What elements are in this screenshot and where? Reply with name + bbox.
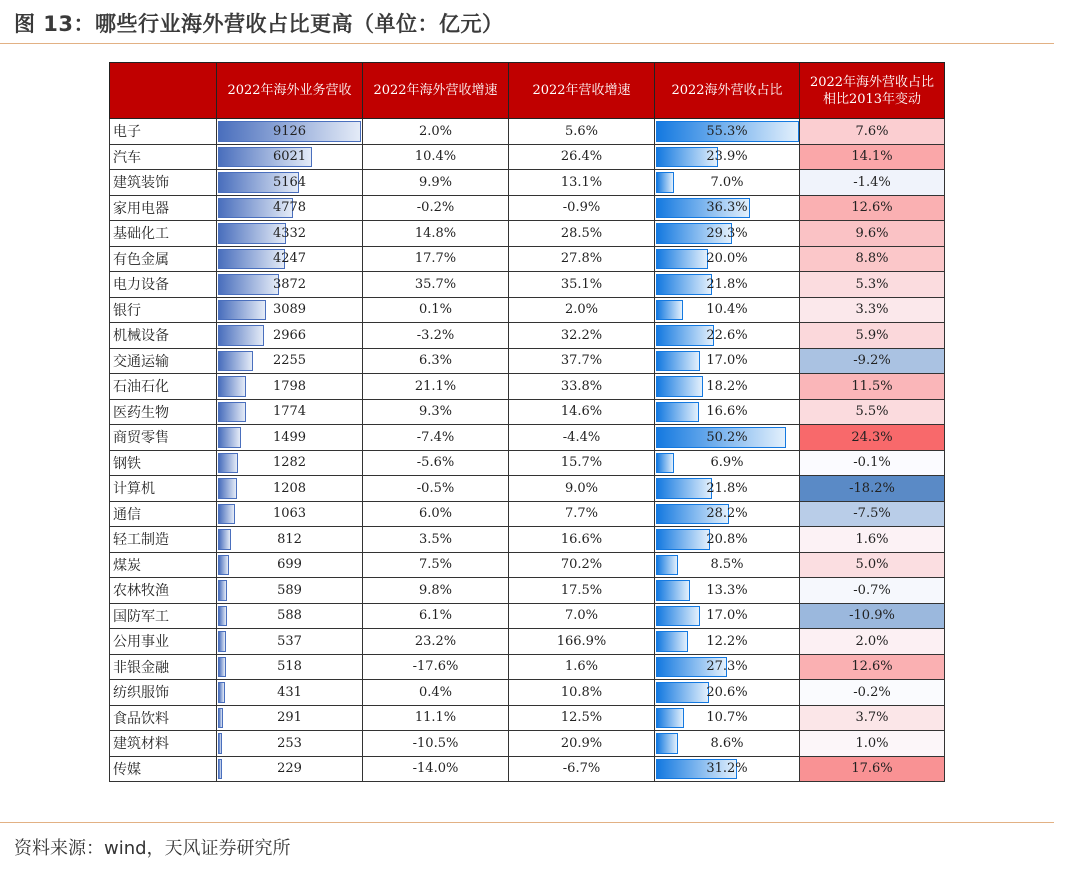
overseas-revenue-cell bbox=[217, 374, 363, 400]
share-change-value: 1.0% bbox=[800, 731, 945, 757]
overseas-share-value: 10.7% bbox=[706, 710, 748, 726]
overseas-share-value: 29.3% bbox=[706, 225, 748, 241]
overseas-revenue-bar bbox=[218, 453, 238, 474]
industry-name: 交通运输 bbox=[110, 348, 217, 374]
revenue-growth-value: 15.7% bbox=[509, 450, 655, 476]
revenue-growth-value: 14.6% bbox=[509, 399, 655, 425]
revenue-growth-value: 26.4% bbox=[509, 144, 655, 170]
table-row bbox=[110, 272, 945, 298]
overseas-growth-value: -0.2% bbox=[363, 195, 509, 221]
table-row bbox=[110, 476, 945, 502]
overseas-growth-value: 7.5% bbox=[363, 552, 509, 578]
overseas-revenue-value: 9126 bbox=[272, 123, 307, 139]
overseas-growth-value: 9.3% bbox=[363, 399, 509, 425]
table-row bbox=[110, 399, 945, 425]
table-row bbox=[110, 170, 945, 196]
overseas-revenue-cell bbox=[217, 705, 363, 731]
overseas-share-cell bbox=[655, 170, 800, 196]
revenue-growth-value: 166.9% bbox=[509, 629, 655, 655]
share-change-value: 9.6% bbox=[800, 221, 945, 247]
table-row bbox=[110, 119, 945, 145]
overseas-revenue-cell bbox=[217, 221, 363, 247]
industry-name: 商贸零售 bbox=[110, 425, 217, 451]
overseas-share-value: 50.2% bbox=[706, 429, 748, 445]
industry-name: 国防军工 bbox=[110, 603, 217, 629]
overseas-revenue-bar bbox=[218, 478, 237, 499]
industry-name: 基础化工 bbox=[110, 221, 217, 247]
share-change-value: 7.6% bbox=[800, 119, 945, 145]
industry-name: 通信 bbox=[110, 501, 217, 527]
industry-name: 有色金属 bbox=[110, 246, 217, 272]
overseas-share-value: 28.2% bbox=[706, 506, 748, 522]
overseas-revenue-cell bbox=[217, 527, 363, 553]
overseas-share-cell bbox=[655, 756, 800, 782]
overseas-revenue-bar bbox=[218, 657, 226, 678]
overseas-share-bar bbox=[656, 733, 678, 754]
overseas-growth-value: -0.5% bbox=[363, 476, 509, 502]
overseas-share-value: 10.4% bbox=[706, 302, 748, 318]
overseas-growth-value: 21.1% bbox=[363, 374, 509, 400]
revenue-growth-value: 2.0% bbox=[509, 297, 655, 323]
industry-name: 电力设备 bbox=[110, 272, 217, 298]
overseas-revenue-bar bbox=[218, 733, 222, 754]
industry-name: 非银金融 bbox=[110, 654, 217, 680]
overseas-revenue-cell bbox=[217, 119, 363, 145]
share-change-value: -18.2% bbox=[800, 476, 945, 502]
overseas-share-bar bbox=[656, 172, 674, 193]
overseas-revenue-value: 253 bbox=[277, 735, 302, 751]
share-change-value: 5.5% bbox=[800, 399, 945, 425]
overseas-share-bar bbox=[656, 631, 688, 652]
industry-name: 电子 bbox=[110, 119, 217, 145]
overseas-revenue-bar bbox=[218, 631, 226, 652]
overseas-revenue-value: 1208 bbox=[272, 480, 307, 496]
overseas-revenue-value: 518 bbox=[277, 659, 302, 675]
revenue-growth-value: 12.5% bbox=[509, 705, 655, 731]
overseas-growth-value: 6.0% bbox=[363, 501, 509, 527]
overseas-growth-value: 0.4% bbox=[363, 680, 509, 706]
overseas-revenue-bar bbox=[218, 402, 246, 423]
overseas-revenue-value: 812 bbox=[277, 531, 302, 547]
overseas-revenue-bar bbox=[218, 580, 227, 601]
overseas-share-cell bbox=[655, 476, 800, 502]
overseas-revenue-cell bbox=[217, 399, 363, 425]
overseas-share-value: 21.8% bbox=[706, 480, 748, 496]
industry-name: 食品饮料 bbox=[110, 705, 217, 731]
header-overseas-growth: 2022年海外营收增速 bbox=[363, 63, 509, 119]
overseas-revenue-cell bbox=[217, 680, 363, 706]
overseas-share-bar bbox=[656, 376, 703, 397]
overseas-revenue-bar bbox=[218, 427, 241, 448]
overseas-share-cell bbox=[655, 450, 800, 476]
overseas-revenue-value: 4778 bbox=[272, 200, 307, 216]
overseas-revenue-value: 588 bbox=[277, 608, 302, 624]
overseas-revenue-cell bbox=[217, 297, 363, 323]
share-change-value: -10.9% bbox=[800, 603, 945, 629]
industry-name: 纺织服饰 bbox=[110, 680, 217, 706]
overseas-share-cell bbox=[655, 221, 800, 247]
overseas-share-cell bbox=[655, 399, 800, 425]
overseas-revenue-cell bbox=[217, 756, 363, 782]
overseas-share-cell bbox=[655, 629, 800, 655]
overseas-revenue-value: 699 bbox=[277, 557, 302, 573]
share-change-value: 17.6% bbox=[800, 756, 945, 782]
overseas-revenue-value: 4247 bbox=[272, 251, 307, 267]
overseas-share-value: 16.6% bbox=[706, 404, 748, 420]
overseas-revenue-cell bbox=[217, 654, 363, 680]
share-change-value: 5.0% bbox=[800, 552, 945, 578]
industry-name: 汽车 bbox=[110, 144, 217, 170]
overseas-revenue-bar bbox=[218, 759, 222, 780]
header-share-change: 2022年海外营收占比相比2013年变动 bbox=[800, 63, 945, 119]
overseas-share-cell bbox=[655, 731, 800, 757]
overseas-share-cell bbox=[655, 297, 800, 323]
overseas-revenue-value: 1063 bbox=[272, 506, 307, 522]
overseas-share-cell bbox=[655, 527, 800, 553]
overseas-growth-value: -17.6% bbox=[363, 654, 509, 680]
revenue-growth-value: 28.5% bbox=[509, 221, 655, 247]
table-row bbox=[110, 756, 945, 782]
industry-name: 公用事业 bbox=[110, 629, 217, 655]
header-revenue-growth: 2022年营收增速 bbox=[509, 63, 655, 119]
overseas-share-bar bbox=[656, 478, 712, 499]
overseas-share-value: 20.8% bbox=[706, 531, 748, 547]
overseas-share-value: 17.0% bbox=[706, 353, 748, 369]
overseas-growth-value: -3.2% bbox=[363, 323, 509, 349]
revenue-growth-value: 5.6% bbox=[509, 119, 655, 145]
overseas-revenue-value: 4332 bbox=[272, 225, 307, 241]
table-row bbox=[110, 578, 945, 604]
share-change-value: 5.3% bbox=[800, 272, 945, 298]
table-row bbox=[110, 425, 945, 451]
overseas-share-cell bbox=[655, 348, 800, 374]
overseas-share-value: 8.5% bbox=[710, 557, 744, 573]
overseas-revenue-cell bbox=[217, 603, 363, 629]
table-row bbox=[110, 348, 945, 374]
overseas-share-value: 6.9% bbox=[710, 455, 744, 471]
overseas-share-cell bbox=[655, 272, 800, 298]
overseas-revenue-bar bbox=[218, 606, 227, 627]
industry-name: 传媒 bbox=[110, 756, 217, 782]
revenue-growth-value: -0.9% bbox=[509, 195, 655, 221]
overseas-share-cell bbox=[655, 501, 800, 527]
industry-name: 家用电器 bbox=[110, 195, 217, 221]
industry-name: 计算机 bbox=[110, 476, 217, 502]
share-change-value: -0.2% bbox=[800, 680, 945, 706]
revenue-growth-value: 35.1% bbox=[509, 272, 655, 298]
industry-name: 轻工制造 bbox=[110, 527, 217, 553]
overseas-revenue-value: 229 bbox=[277, 761, 302, 777]
revenue-growth-value: 20.9% bbox=[509, 731, 655, 757]
share-change-value: 8.8% bbox=[800, 246, 945, 272]
overseas-share-value: 31.2% bbox=[706, 761, 748, 777]
overseas-share-value: 17.0% bbox=[706, 608, 748, 624]
overseas-revenue-cell bbox=[217, 195, 363, 221]
overseas-revenue-cell bbox=[217, 170, 363, 196]
overseas-revenue-cell bbox=[217, 476, 363, 502]
revenue-growth-value: 70.2% bbox=[509, 552, 655, 578]
overseas-share-bar bbox=[656, 274, 712, 295]
header-overseas-share: 2022海外营收占比 bbox=[655, 63, 800, 119]
overseas-growth-value: 11.1% bbox=[363, 705, 509, 731]
overseas-growth-value: 35.7% bbox=[363, 272, 509, 298]
overseas-share-value: 55.3% bbox=[706, 123, 748, 139]
header-row bbox=[110, 63, 945, 119]
industry-name: 机械设备 bbox=[110, 323, 217, 349]
overseas-revenue-cell bbox=[217, 272, 363, 298]
industry-name: 钢铁 bbox=[110, 450, 217, 476]
share-change-value: 3.7% bbox=[800, 705, 945, 731]
overseas-revenue-value: 431 bbox=[277, 684, 302, 700]
overseas-revenue-bar bbox=[218, 529, 231, 550]
table-row bbox=[110, 323, 945, 349]
table-row bbox=[110, 144, 945, 170]
industry-name: 银行 bbox=[110, 297, 217, 323]
overseas-share-bar bbox=[656, 249, 708, 270]
overseas-revenue-cell bbox=[217, 144, 363, 170]
overseas-revenue-value: 6021 bbox=[272, 149, 307, 165]
overseas-share-value: 8.6% bbox=[710, 735, 744, 751]
table-row bbox=[110, 246, 945, 272]
overseas-share-value: 36.3% bbox=[706, 200, 748, 216]
overseas-growth-value: 17.7% bbox=[363, 246, 509, 272]
overseas-share-cell bbox=[655, 425, 800, 451]
overseas-share-bar bbox=[656, 529, 710, 550]
industry-revenue-table bbox=[109, 62, 945, 782]
revenue-growth-value: 32.2% bbox=[509, 323, 655, 349]
share-change-value: 24.3% bbox=[800, 425, 945, 451]
overseas-revenue-value: 3872 bbox=[272, 276, 307, 292]
table-row bbox=[110, 195, 945, 221]
overseas-growth-value: 14.8% bbox=[363, 221, 509, 247]
overseas-growth-value: 10.4% bbox=[363, 144, 509, 170]
overseas-revenue-value: 1774 bbox=[272, 404, 307, 420]
overseas-share-value: 27.3% bbox=[706, 659, 748, 675]
overseas-growth-value: -5.6% bbox=[363, 450, 509, 476]
overseas-share-cell bbox=[655, 603, 800, 629]
overseas-share-bar bbox=[656, 682, 709, 703]
overseas-share-cell bbox=[655, 552, 800, 578]
overseas-revenue-bar bbox=[218, 325, 264, 346]
revenue-growth-value: 17.5% bbox=[509, 578, 655, 604]
overseas-revenue-cell bbox=[217, 578, 363, 604]
share-change-value: -0.1% bbox=[800, 450, 945, 476]
overseas-revenue-cell bbox=[217, 501, 363, 527]
overseas-share-cell bbox=[655, 119, 800, 145]
table-row bbox=[110, 297, 945, 323]
share-change-value: 14.1% bbox=[800, 144, 945, 170]
overseas-share-bar bbox=[656, 555, 678, 576]
header-industry bbox=[110, 63, 217, 119]
revenue-growth-value: 33.8% bbox=[509, 374, 655, 400]
overseas-share-value: 23.9% bbox=[706, 149, 748, 165]
overseas-growth-value: 3.5% bbox=[363, 527, 509, 553]
overseas-revenue-bar bbox=[218, 682, 225, 703]
overseas-revenue-value: 1798 bbox=[272, 378, 307, 394]
overseas-growth-value: 0.1% bbox=[363, 297, 509, 323]
overseas-revenue-cell bbox=[217, 731, 363, 757]
title-divider bbox=[0, 43, 1054, 44]
overseas-growth-value: 23.2% bbox=[363, 629, 509, 655]
header-overseas-revenue: 2022年海外业务营收 bbox=[217, 63, 363, 119]
overseas-share-value: 13.3% bbox=[706, 582, 748, 598]
overseas-share-cell bbox=[655, 144, 800, 170]
overseas-share-value: 20.0% bbox=[706, 251, 748, 267]
overseas-revenue-value: 1282 bbox=[272, 455, 307, 471]
overseas-share-bar bbox=[656, 606, 700, 627]
industry-name: 医药生物 bbox=[110, 399, 217, 425]
revenue-growth-value: 37.7% bbox=[509, 348, 655, 374]
overseas-revenue-value: 589 bbox=[277, 582, 302, 598]
overseas-revenue-value: 2255 bbox=[272, 353, 307, 369]
overseas-revenue-value: 1499 bbox=[272, 429, 307, 445]
overseas-revenue-value: 291 bbox=[277, 710, 302, 726]
revenue-growth-value: 13.1% bbox=[509, 170, 655, 196]
table-row bbox=[110, 450, 945, 476]
revenue-growth-value: 10.8% bbox=[509, 680, 655, 706]
overseas-share-value: 7.0% bbox=[710, 174, 744, 190]
overseas-revenue-bar bbox=[218, 300, 266, 321]
overseas-revenue-cell bbox=[217, 323, 363, 349]
overseas-growth-value: 9.9% bbox=[363, 170, 509, 196]
figure-title: 图 13：哪些行业海外营收占比更高（单位：亿元） bbox=[14, 12, 504, 36]
overseas-revenue-cell bbox=[217, 450, 363, 476]
revenue-growth-value: -4.4% bbox=[509, 425, 655, 451]
overseas-growth-value: -14.0% bbox=[363, 756, 509, 782]
revenue-growth-value: 27.8% bbox=[509, 246, 655, 272]
table-row bbox=[110, 501, 945, 527]
overseas-revenue-bar bbox=[218, 351, 253, 372]
overseas-share-cell bbox=[655, 246, 800, 272]
share-change-value: 1.6% bbox=[800, 527, 945, 553]
overseas-share-value: 12.2% bbox=[706, 633, 748, 649]
table-body bbox=[110, 119, 945, 782]
overseas-share-bar bbox=[656, 402, 699, 423]
overseas-revenue-value: 2966 bbox=[272, 327, 307, 343]
overseas-share-value: 21.8% bbox=[706, 276, 748, 292]
industry-name: 农林牧渔 bbox=[110, 578, 217, 604]
share-change-value: 5.9% bbox=[800, 323, 945, 349]
overseas-revenue-cell bbox=[217, 246, 363, 272]
overseas-growth-value: -7.4% bbox=[363, 425, 509, 451]
overseas-share-bar bbox=[656, 351, 700, 372]
table-row bbox=[110, 552, 945, 578]
share-change-value: 3.3% bbox=[800, 297, 945, 323]
industry-name: 煤炭 bbox=[110, 552, 217, 578]
share-change-value: 12.6% bbox=[800, 195, 945, 221]
overseas-share-value: 20.6% bbox=[706, 684, 748, 700]
overseas-revenue-cell bbox=[217, 348, 363, 374]
overseas-revenue-value: 537 bbox=[277, 633, 302, 649]
overseas-share-cell bbox=[655, 578, 800, 604]
table-row bbox=[110, 654, 945, 680]
revenue-growth-value: 1.6% bbox=[509, 654, 655, 680]
table-row bbox=[110, 629, 945, 655]
overseas-share-bar bbox=[656, 453, 674, 474]
share-change-value: 11.5% bbox=[800, 374, 945, 400]
share-change-value: -0.7% bbox=[800, 578, 945, 604]
overseas-share-cell bbox=[655, 323, 800, 349]
table-row bbox=[110, 221, 945, 247]
overseas-growth-value: 2.0% bbox=[363, 119, 509, 145]
overseas-growth-value: 6.1% bbox=[363, 603, 509, 629]
overseas-revenue-bar bbox=[218, 708, 223, 729]
overseas-share-bar bbox=[656, 708, 684, 729]
revenue-growth-value: 7.0% bbox=[509, 603, 655, 629]
revenue-growth-value: 16.6% bbox=[509, 527, 655, 553]
overseas-revenue-bar bbox=[218, 376, 246, 397]
overseas-share-value: 18.2% bbox=[706, 378, 748, 394]
revenue-growth-value: 7.7% bbox=[509, 501, 655, 527]
industry-name: 建筑装饰 bbox=[110, 170, 217, 196]
overseas-share-bar bbox=[656, 300, 683, 321]
industry-name: 石油石化 bbox=[110, 374, 217, 400]
overseas-share-bar bbox=[656, 580, 690, 601]
share-change-value: -1.4% bbox=[800, 170, 945, 196]
overseas-growth-value: -10.5% bbox=[363, 731, 509, 757]
table-row bbox=[110, 680, 945, 706]
overseas-share-cell bbox=[655, 680, 800, 706]
table-row bbox=[110, 731, 945, 757]
overseas-revenue-bar bbox=[218, 504, 235, 525]
overseas-share-cell bbox=[655, 705, 800, 731]
share-change-value: 2.0% bbox=[800, 629, 945, 655]
share-change-value: -9.2% bbox=[800, 348, 945, 374]
revenue-growth-value: -6.7% bbox=[509, 756, 655, 782]
source-note: 资料来源：wind，天风证券研究所 bbox=[14, 838, 291, 859]
share-change-value: 12.6% bbox=[800, 654, 945, 680]
table-row bbox=[110, 705, 945, 731]
overseas-revenue-value: 3089 bbox=[272, 302, 307, 318]
table-row bbox=[110, 603, 945, 629]
table-row bbox=[110, 527, 945, 553]
revenue-growth-value: 9.0% bbox=[509, 476, 655, 502]
industry-name: 建筑材料 bbox=[110, 731, 217, 757]
overseas-share-cell bbox=[655, 374, 800, 400]
overseas-revenue-cell bbox=[217, 425, 363, 451]
overseas-revenue-bar bbox=[218, 555, 229, 576]
overseas-revenue-bar bbox=[218, 274, 279, 295]
overseas-share-cell bbox=[655, 195, 800, 221]
share-change-value: -7.5% bbox=[800, 501, 945, 527]
source-divider bbox=[0, 822, 1054, 823]
overseas-revenue-cell bbox=[217, 629, 363, 655]
overseas-revenue-cell bbox=[217, 552, 363, 578]
overseas-growth-value: 9.8% bbox=[363, 578, 509, 604]
table-row bbox=[110, 374, 945, 400]
overseas-revenue-value: 5164 bbox=[272, 174, 307, 190]
overseas-share-cell bbox=[655, 654, 800, 680]
overseas-share-value: 22.6% bbox=[706, 327, 748, 343]
overseas-growth-value: 6.3% bbox=[363, 348, 509, 374]
